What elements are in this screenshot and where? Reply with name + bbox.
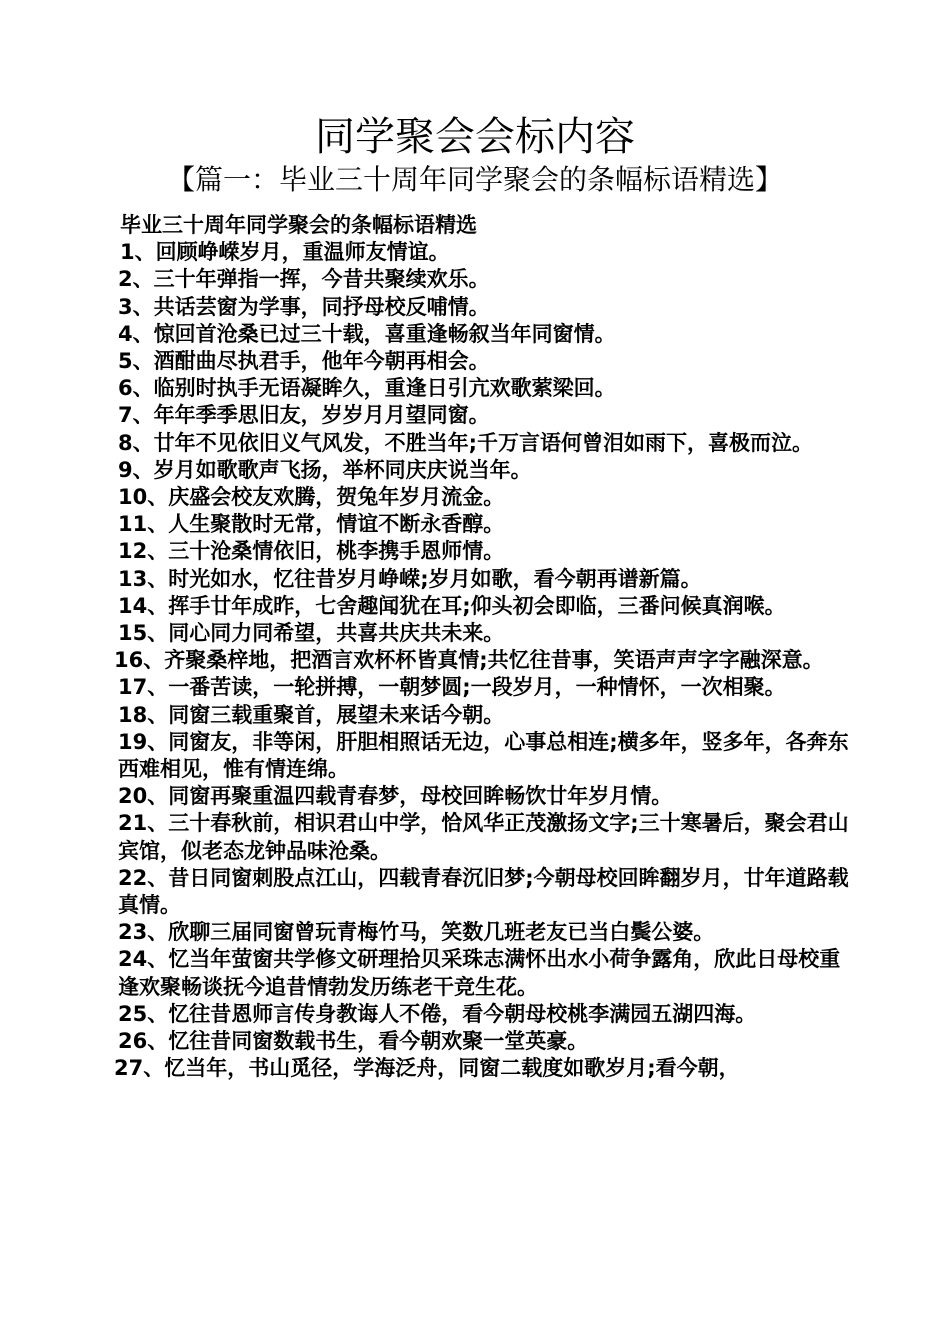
- list-item: 21、三十春秋前，相识君山中学，恰风华正茂激扬文字;三十寒暑后，聚会君山宾馆，似老态龙钟品味沧桑。: [118, 811, 849, 863]
- list-item: 20、同窗再聚重温四载青春梦，母校回眸畅饮廿年岁月情。: [118, 784, 673, 809]
- list-item: 11、人生聚散时无常，情谊不断永香醇。: [118, 512, 505, 537]
- section-heading: 毕业三十周年同学聚会的条幅标语精选: [120, 213, 477, 237]
- list-item: 3、共话芸窗为学事，同抒母校反哺情。: [118, 294, 490, 319]
- slogan-list: [114, 239, 854, 1082]
- document-title: 同学聚会会标内容: [315, 114, 635, 160]
- list-item: 19、同窗友，非等闲，肝胆相照话无边，心事总相连;横多年，竖多年，各奔东西难相见，惟有情连绵。: [118, 729, 849, 782]
- list-item: 5、酒酣曲尽执君手，他年今朝再相会。: [118, 349, 490, 374]
- list-item: 8、廿年不见依旧义气风发，不胜当年;千万言语何曾泪如雨下，喜极而泣。: [118, 430, 814, 455]
- document-body: [114, 212, 854, 1083]
- list-item: 6、临别时执手无语凝眸久，重逢日引亢欢歌萦梁回。: [118, 376, 616, 401]
- list-item: 2、三十年弹指一挥，今昔共聚续欢乐。: [118, 267, 490, 292]
- list-item: 25、忆往昔恩师言传身教诲人不倦，看今朝母校桃李满园五湖四海。: [118, 1001, 757, 1026]
- list-item: 12、三十沧桑情依旧，桃李携手恩师情。: [118, 539, 505, 564]
- list-item: 1、回顾峥嵘岁月，重温师友情谊。: [120, 240, 450, 265]
- list-item: 4、惊回首沧桑已过三十载，喜重逢畅叙当年同窗情。: [118, 321, 616, 346]
- list-item: 9、岁月如歌歌声飞扬，举杯同庆庆说当年。: [118, 457, 532, 482]
- list-item: 24、忆当年萤窗共学修文研理拾贝采珠志满怀出水小荷争露角，欣此日母校重逢欢聚畅谈抚今追昔情勃发历练老干竞生花。: [118, 947, 841, 999]
- list-item: 18、同窗三载重聚首，展望未来话今朝。: [118, 702, 505, 727]
- list-item: 13、时光如水，忆往昔岁月峥嵘;岁月如歌，看今朝再谱新篇。: [118, 566, 702, 591]
- document-subtitle: 【篇一：毕业三十周年同学聚会的条幅标语精选】: [166, 163, 783, 196]
- list-item: 22、昔日同窗刺股点江山，四载青春沉旧梦;今朝母校回眸翻岁月，廿年道路载真情。: [118, 865, 849, 918]
- list-item: 26、忆往昔同窗数载书生，看今朝欢聚一堂英豪。: [118, 1029, 589, 1054]
- list-item: 15、同心同力同希望，共喜共庆共未来。: [118, 621, 505, 646]
- list-item: 16、齐聚桑梓地，把酒言欢杯杯皆真情;共忆往昔事，笑语声声字字融深意。: [114, 648, 824, 673]
- list-item: 23、欣聊三届同窗曾玩青梅竹马，笑数几班老友已当白鬓公婆。: [118, 920, 715, 945]
- list-item: 17、一番苦读，一轮拼搏，一朝梦圆;一段岁月，一种情怀，一次相聚。: [118, 675, 786, 700]
- list-item: 14、挥手廿年成昨，七舍趣闻犹在耳;仰头初会即临，三番问候真润喉。: [118, 593, 786, 618]
- list-item: 27、忆当年，书山觅径，学海泛舟，同窗二载度如歌岁月;看今朝，: [114, 1056, 740, 1081]
- list-item: 7、年年季季思旧友，岁岁月月望同窗。: [118, 403, 490, 428]
- list-item: 10、庆盛会校友欢腾，贺兔年岁月流金。: [118, 485, 505, 510]
